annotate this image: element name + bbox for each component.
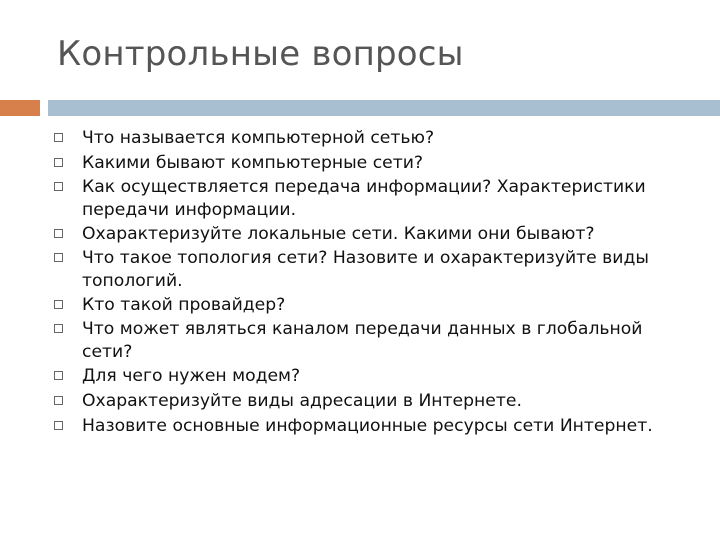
square-bullet-icon [54,253,63,262]
question-text: Что называется компьютерной сетью? [82,128,435,148]
question-text: Охарактеризуйте виды адресации в Интернете. [82,391,522,411]
square-bullet-icon [54,158,63,167]
question-text: Как осуществляется передача информации? Характеристики передачи информации. [82,177,646,220]
list-item [54,151,694,176]
list-item [54,364,694,389]
square-bullet-icon [54,182,63,191]
question-text: Что может являться каналом передачи данных в глобальной сети? [82,319,643,362]
list-item [54,176,694,222]
question-text: Охарактеризуйте локальные сети. Какими они бывают? [82,224,595,244]
square-bullet-icon [54,300,63,309]
list-item [54,414,694,439]
question-text: Кто такой провайдер? [82,295,286,315]
question-text: Какими бывают компьютерные сети? [82,153,424,173]
list-item [54,318,694,364]
list-item [54,126,694,151]
square-bullet-icon [54,229,63,238]
list-item [54,247,694,293]
square-bullet-icon [54,421,63,430]
accent-bar-blue [48,100,720,116]
accent-bar-orange [0,100,40,116]
list-item [54,222,694,247]
questions-list [54,126,694,439]
square-bullet-icon [54,396,63,405]
list-item [54,293,694,318]
square-bullet-icon [54,371,63,380]
question-text: Что такое топология сети? Назовите и охарактеризуйте виды топологий. [82,248,649,291]
slide-title: Контрольные вопросы [57,34,464,74]
square-bullet-icon [54,324,63,333]
square-bullet-icon [54,133,63,142]
question-text: Назовите основные информационные ресурсы сети Интернет. [82,416,653,436]
question-text: Для чего нужен модем? [82,366,301,386]
list-item [54,389,694,414]
